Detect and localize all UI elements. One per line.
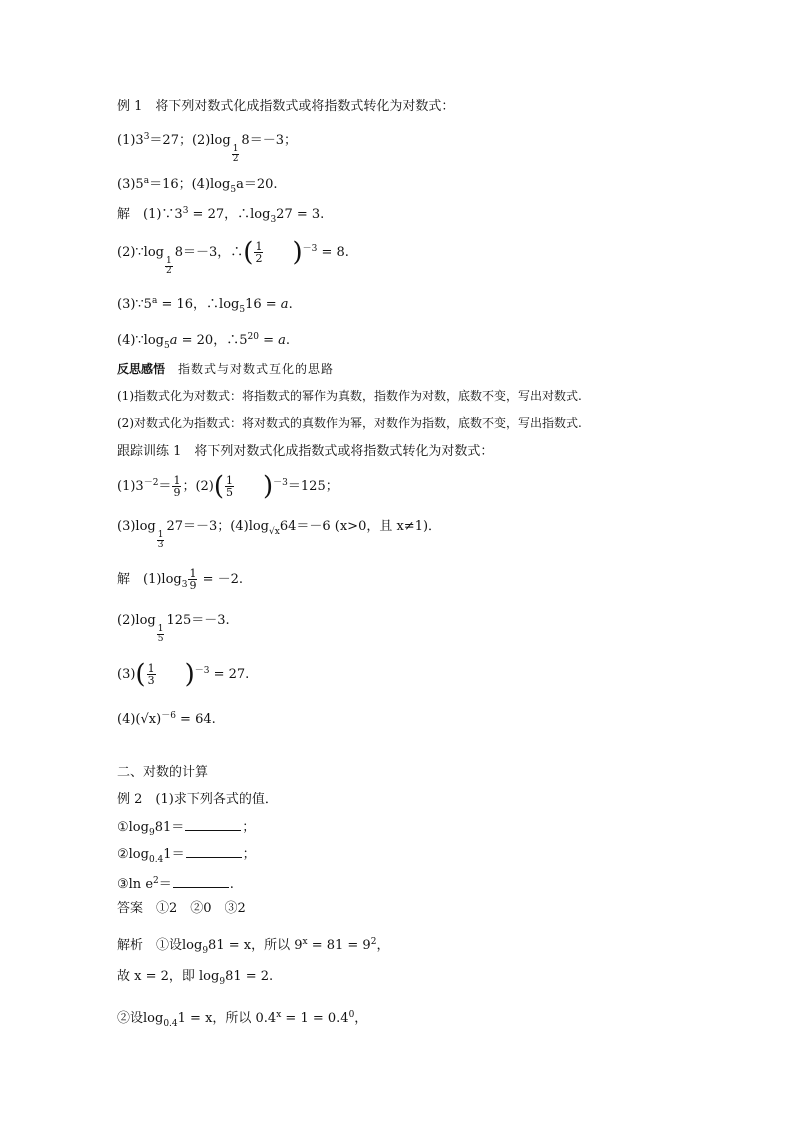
training1-questions-1-2: [117, 471, 339, 502]
text: ②设log: [117, 1011, 164, 1026]
text: 1 = x，所以 0.4: [177, 1011, 277, 1026]
subscript: 0.4: [148, 855, 164, 865]
text: (3)5: [117, 177, 144, 192]
variable: a: [169, 333, 178, 348]
text: ②log: [117, 847, 149, 862]
answer-blank: [186, 845, 242, 858]
text: (1)3: [117, 479, 144, 494]
fraction: [157, 625, 165, 644]
right-paren: ): [292, 237, 303, 268]
superscript: 20: [247, 332, 259, 342]
superscript: －2: [143, 478, 159, 488]
example2-item-2: [117, 845, 256, 869]
example2-analysis-2: [117, 968, 273, 991]
fraction: [188, 568, 197, 591]
text: = 81 = 9: [307, 938, 371, 953]
text: 27＝－3；(4)log: [166, 519, 270, 534]
text: 81 = 2.: [225, 969, 274, 984]
text: ①log: [117, 820, 149, 835]
training1-solution-2: [117, 612, 230, 644]
text: = 20，∴5: [177, 333, 248, 348]
denominator: 3: [157, 540, 164, 550]
text: 8＝－3；: [241, 133, 297, 148]
reflection-label: 反思感悟: [117, 362, 166, 376]
denominator: 3: [147, 674, 155, 687]
text: .: [285, 333, 291, 348]
text: (3)log: [117, 519, 156, 534]
superscript: 3: [143, 132, 150, 142]
training1-solution-4: [117, 707, 216, 729]
text: a＝20.: [236, 177, 278, 192]
text: (1)3: [117, 133, 144, 148]
numerator: 1: [189, 567, 197, 580]
subscript: √x: [269, 527, 280, 537]
numerator: 1: [147, 662, 155, 675]
superscript: －3: [302, 244, 318, 254]
numerator: 1: [232, 144, 239, 154]
text: 故 x = 2，即 log: [117, 969, 220, 984]
example1-questions-1-2: [117, 128, 297, 164]
numerator: 1: [226, 474, 234, 487]
left-paren: (: [243, 237, 254, 268]
text: ③ln e: [117, 877, 154, 892]
fraction: [147, 663, 156, 686]
text: = 1 = 0.4: [281, 1011, 349, 1026]
text: ，: [376, 938, 390, 953]
superscript: －3: [194, 666, 210, 676]
fraction: [254, 241, 263, 264]
training1-solution-1: [117, 568, 243, 594]
text: (4)∵log: [117, 333, 164, 348]
text: = 16，∴log: [157, 297, 240, 312]
fraction: [225, 475, 234, 498]
subscript: 9: [148, 828, 155, 838]
text: ＝16；(4)log: [149, 177, 231, 192]
denominator: 2: [166, 266, 172, 276]
text: 解析 ①设log: [117, 938, 203, 953]
subscript: 5: [164, 341, 170, 351]
text: 8＝－3，∴: [174, 245, 244, 260]
training1-title: 跟踪训练 1 将下列对数式化成指数式或将指数式转化为对数式：: [117, 444, 494, 459]
text: 125＝－3.: [166, 613, 230, 628]
fraction: [172, 475, 181, 498]
denominator: 2: [232, 154, 239, 164]
denominator: 5: [157, 634, 164, 644]
subscript: 5: [230, 185, 237, 195]
fraction: [165, 257, 173, 276]
right-paren: ): [184, 659, 195, 690]
answer-blank: [173, 875, 229, 888]
example1-solution-2: [117, 237, 349, 276]
text: ；(2): [182, 479, 214, 494]
numerator: 1: [255, 240, 263, 253]
text: (3)∵5: [117, 297, 152, 312]
left-paren: (: [135, 659, 146, 690]
superscript: 3: [182, 206, 189, 216]
text: 解 (1)log: [117, 572, 182, 587]
section2-title: 二、对数的计算: [117, 765, 209, 780]
text: = 64.: [175, 712, 216, 727]
text: (3): [117, 667, 136, 682]
text: 81＝: [154, 820, 185, 835]
example2-title: 例 2 (1)求下列各式的值．: [117, 792, 278, 807]
reflection-point-1: (1)指数式化为对数式：将指数式的幂作为真数，指数作为对数，底数不变，写出对数式.: [117, 389, 582, 403]
text: ，: [354, 1011, 368, 1026]
text: = 27.: [209, 667, 250, 682]
example2-answer: 答案 ①2 ②0 ③2: [117, 901, 246, 916]
text: 解 (1)∵3: [117, 207, 183, 222]
example2-item-3: [117, 872, 234, 894]
superscript: 2: [153, 876, 159, 886]
example2-analysis-3: [117, 1006, 367, 1033]
denominator: 9: [173, 486, 181, 499]
example1-solution-4: [117, 328, 290, 355]
variable: a: [280, 297, 289, 312]
text: = 27，∴log: [188, 207, 271, 222]
text: 81 = x，所以 9: [208, 938, 303, 953]
text: = 8.: [317, 245, 349, 260]
text: 1＝: [163, 847, 185, 862]
superscript: 2: [370, 937, 377, 947]
text: ＝27；(2)log: [149, 133, 231, 148]
reflection-topic: 指数式与对数式互化的思路: [165, 362, 335, 376]
fraction: [157, 531, 165, 550]
superscript: a: [143, 176, 150, 186]
text: (4)(√x): [117, 712, 162, 727]
left-paren: (: [213, 471, 225, 502]
text: (2)log: [117, 613, 156, 628]
training1-questions-3-4: [117, 518, 441, 550]
text: (2)∵log: [117, 245, 164, 260]
subscript: 9: [219, 977, 226, 987]
example1-title: 例 1 将下列对数式化成指数式或将指数式转化为对数式：: [117, 99, 455, 114]
denominator: 2: [255, 252, 263, 265]
denominator: 9: [189, 579, 197, 592]
example2-item-1: [117, 818, 255, 842]
training1-solution-3: [117, 659, 250, 690]
subscript: 3: [270, 215, 277, 225]
reflection-heading: [117, 360, 334, 378]
text: ；: [242, 820, 256, 835]
numerator: 1: [157, 624, 164, 634]
text: ＝: [158, 877, 172, 892]
example2-analysis-1: [117, 933, 389, 960]
answer-blank: [185, 818, 241, 831]
subscript: 3: [181, 580, 188, 590]
example1-questions-3-4: [117, 172, 278, 199]
superscript: a: [151, 296, 158, 306]
subscript: 9: [202, 946, 209, 956]
numerator: 1: [173, 474, 181, 487]
subscript: 0.4: [163, 1019, 178, 1029]
example1-solution-3: [117, 292, 293, 319]
denominator: 5: [226, 486, 234, 499]
text: ；: [242, 847, 256, 862]
text: 27 = 3.: [276, 207, 325, 222]
reflection-point-2: (2)对数式化为指数式：将对数式的真数作为幂，对数作为指数，底数不变，写出指数式.: [117, 416, 582, 430]
numerator: 1: [157, 530, 164, 540]
text: ＝125；: [287, 479, 339, 494]
variable: a: [278, 333, 286, 348]
text: 64＝－6 (x>0，且 x≠1)．: [279, 519, 442, 534]
text: .: [229, 877, 234, 892]
superscript: x: [276, 1010, 282, 1020]
superscript: 0: [348, 1010, 355, 1020]
example1-solution-1: [117, 202, 324, 229]
numerator: 1: [166, 256, 172, 266]
text: 16 =: [245, 297, 281, 312]
superscript: －3: [273, 478, 288, 488]
subscript: 5: [239, 305, 246, 315]
text: =: [258, 333, 279, 348]
text: ＝: [158, 479, 172, 494]
fraction: [232, 145, 240, 164]
right-paren: ): [263, 471, 274, 502]
text: .: [288, 297, 293, 312]
superscript: －6: [161, 711, 176, 721]
superscript: x: [302, 937, 308, 947]
text: = －2.: [198, 572, 244, 587]
